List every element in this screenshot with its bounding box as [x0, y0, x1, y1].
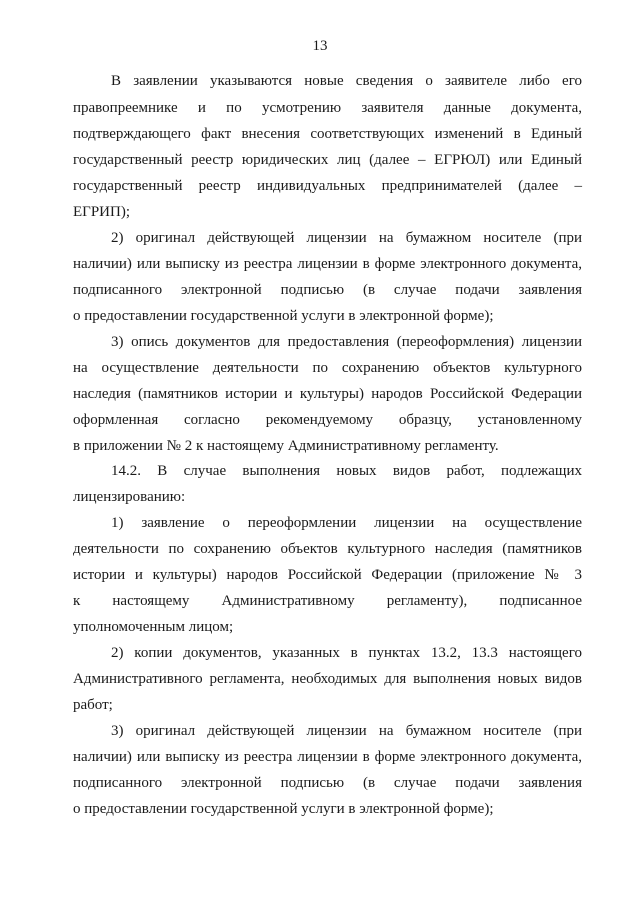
text-line: подтверждающего факт внесения соответствующих изменений в Единый — [73, 126, 582, 142]
text-line: правопреемнике и по усмотрению заявителя данные документа, — [73, 100, 582, 116]
text-line: истории и культуры) народов Российской Федерации (приложение № 3 — [73, 567, 582, 583]
text-line: Административного регламента, необходимых для выполнения новых видов — [73, 671, 582, 687]
text-line: о предоставлении государственной услуги в электронной форме); — [73, 801, 494, 817]
text-line: оформленная согласно рекомендуемому образцу, установленному — [73, 412, 582, 428]
text-line: 3) оригинал действующей лицензии на бумажном носителе (при — [111, 723, 582, 739]
page-number: 13 — [312, 38, 328, 54]
text-line: на осуществление деятельности по сохранению объектов культурного — [73, 360, 582, 376]
text-line: работ; — [73, 697, 113, 713]
text-line: 3) опись документов для предоставления (переоформления) лицензии — [111, 334, 582, 350]
text-line: 2) оригинал действующей лицензии на бумажном носителе (при — [111, 230, 582, 246]
text-line: наличии) или выписку из реестра лицензии в форме электронного документа, — [73, 749, 582, 765]
text-line: подписанного электронной подписью (в случае подачи заявления — [73, 282, 582, 298]
text-line: наличии) или выписку из реестра лицензии в форме электронного документа, — [73, 256, 582, 272]
text-line: государственный реестр индивидуальных предпринимателей (далее – — [73, 178, 582, 194]
text-line: наследия (памятников истории и культуры) народов Российской Федерации — [73, 386, 582, 402]
text-line: уполномоченным лицом; — [73, 619, 234, 635]
text-line: 2) копии документов, указанных в пунктах 13.2, 13.3 настоящего — [111, 645, 582, 661]
text-line: в приложении № 2 к настоящему Административному регламенту. — [73, 438, 499, 454]
text-line: 1) заявление о переоформлении лицензии на осуществление — [111, 515, 582, 531]
text-line: 14.2. В случае выполнения новых видов работ, подлежащих — [111, 463, 582, 479]
text-line: к настоящему Административному регламенту), подписанное — [73, 593, 582, 609]
text-line: подписанного электронной подписью (в случае подачи заявления — [73, 775, 582, 791]
text-line: В заявлении указываются новые сведения о заявителе либо его — [111, 73, 582, 89]
text-line: о предоставлении государственной услуги в электронной форме); — [73, 308, 494, 324]
text-line: ЕГРИП); — [73, 204, 131, 220]
text-line: деятельности по сохранению объектов культурного наследия (памятников — [73, 541, 582, 557]
text-line: государственный реестр юридических лиц (далее – ЕГРЮЛ) или Единый — [73, 152, 582, 168]
text-line: лицензированию: — [73, 489, 186, 505]
